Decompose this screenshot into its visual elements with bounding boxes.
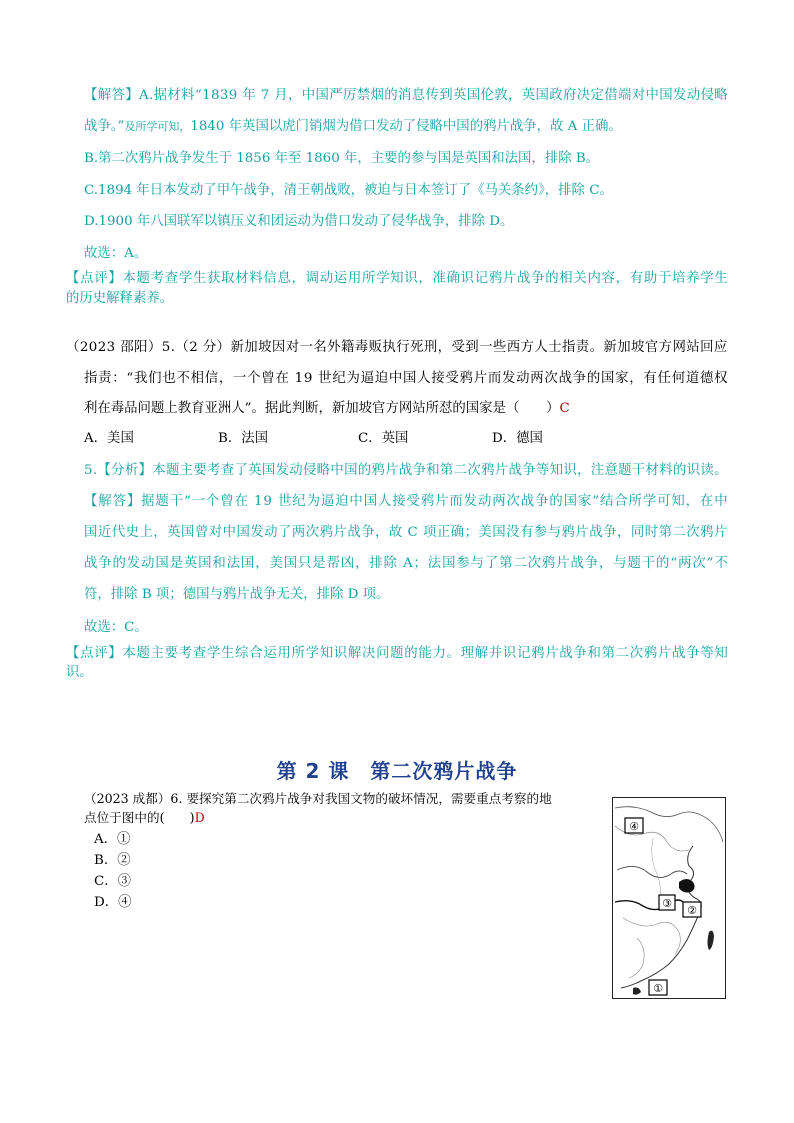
q5-option-c: C．英国 <box>358 431 409 446</box>
hainan-island <box>633 988 641 995</box>
q6-option-b: B．② <box>94 853 131 868</box>
q5-analysis-line1: 5 . 【 分 析 】 本 题 主 要 考 查 了 英 国 发 动 侵 略 中 国 的 鸦 片 战 争 和 第 二 次 鸦 片 战 争 等 知 识 ， 注 意 题 干 材 料 的 识 读 。 <box>84 463 728 478</box>
q5-analysis-line3: 国 近 代 史 上 ， 英 国 曾 对 中 国 发 动 了 两 次 鸦 片 战 争 ， 故 C 项 正 确 ； 美 国 没 有 参 与 鸦 片 战 争 ， 同 时 第 二 次 鸦 片 <box>84 525 728 540</box>
q4-analysis-line2-part3: 1840 年英国以虎门销烟为借口发动了侵略中国的鸦片战争，故 A 正确。 <box>190 119 622 134</box>
q4-analysis-line2-part1: 战争。” <box>84 119 125 134</box>
q4-comment-line1: 【 点 评 】 本 题 考 查 学 生 获 取 材 料 信 息 ， 调 动 运 用 所 学 知 识 ， 准 确 识 记 鸦 片 战 争 的 相 关 内 容 ， 有 助 于 培 养 学 生 <box>66 271 728 286</box>
map-label-3: ③ <box>662 897 672 910</box>
q4-comment-line2: 的历史解释素养。 <box>66 291 174 306</box>
province-line-central <box>652 838 661 902</box>
q6-stem-line2-text: 点位于图中的( ) <box>84 810 195 825</box>
q4-analysis-line1: 【 解 答 】 A . 据 材 料 “ 1 8 3 9 年 7 月 ， 中 国 严 厉 禁 烟 的 消 息 传 到 英 国 伦 敦 ， 英 国 政 府 决 定 借 端 对 中 国 发 动 侵 略 <box>84 88 728 103</box>
q4-option-c-explain: C.1894 年日本发动了甲午战争，清王朝战败，被迫与日本签订了《马关条约》，排除 C。 <box>84 183 613 198</box>
q5-stem-line2: 指 责 ： “ 我 们 也 不 相 信 ， 一 个 曾 在 1 9 世 纪 为 逼 迫 中 国 人 接 受 鸦 片 而 发 动 两 次 战 争 的 国 家 ， 有 任 何 道 德 权 <box>84 371 728 386</box>
province-line-south <box>623 918 680 954</box>
q6-option-a: A．① <box>94 832 131 847</box>
q6-answer-mark: D <box>194 810 205 825</box>
q4-option-d-explain: D.1900 年八国联军以镇压义和团运动为借口发动了侵华战争，排除 D。 <box>84 214 514 229</box>
lesson-title: 第 2 课 第二次鸦片战争 <box>276 759 518 783</box>
q5-analysis-line4: 战 争 的 发 动 国 是 英 国 和 法 国 ， 美 国 只 是 帮 凶 ， 排 除 A ； 法 国 参 与 了 第 二 次 鸦 片 战 争 ， 与 题 干 的 “ 两 次 ” 不 <box>84 556 728 571</box>
lake-shape <box>679 879 695 893</box>
map-label-2: ② <box>687 904 697 917</box>
map-label-1: ① <box>653 982 663 995</box>
q5-analysis-line5: 符，排除 B 项；德国与鸦片战争无关，排除 D 项。 <box>84 587 390 602</box>
q5-option-b: B．法国 <box>218 431 269 446</box>
q4-analysis-line2-part2: 及所学可知， <box>124 120 191 133</box>
q5-stem-line3 <box>84 400 570 418</box>
q4-option-b-explain: B.第二次鸦片战争发生于 1856 年至 1860 年，主要的参与国是英国和法国，排除 B。 <box>84 151 600 166</box>
q5-option-d: D．德国 <box>492 431 543 446</box>
province-line-southwest <box>629 938 644 978</box>
q5-comment-line1: 【 点 评 】 本 题 主 要 考 查 学 生 综 合 运 用 所 学 知 识 解 决 问 题 的 能 力 。 理 解 并 识 记 鸦 片 战 争 和 第 二 次 鸦 片 战 争 等 知 <box>66 646 728 661</box>
q5-analysis-line2: 【 解 答 】 据 题 干 “ 一 个 曾 在 1 9 世 纪 为 逼 迫 中 国 人 接 受 鸦 片 而 发 动 两 次 战 争 的 国 家 ” 结 合 所 学 可 知 ， 在 中 <box>84 494 728 509</box>
q4-choice: 故选：A。 <box>84 246 148 261</box>
q6-option-d: D．④ <box>94 895 132 910</box>
q5-comment-line2: 识。 <box>66 665 93 680</box>
yellow-river <box>617 866 687 877</box>
q5-choice: 故选：C。 <box>84 620 148 635</box>
china-map-figure <box>612 797 726 999</box>
q5-option-a: A．美国 <box>84 431 134 446</box>
q6-option-c: C．③ <box>94 874 132 889</box>
taiwan-island <box>708 931 715 950</box>
q4-analysis-line2 <box>84 118 622 136</box>
q6-stem-line2 <box>84 809 205 827</box>
map-label-4: ④ <box>629 820 639 833</box>
q5-answer-mark: C <box>559 401 570 416</box>
q5-stem-line1: （ 2 0 2 3 邵 阳 ） 5 . （ 2 分 ） 新 加 坡 因 对 一 名 外 籍 毒 贩 执 行 死 刑 ， 受 到 一 些 西 方 人 士 指 责 。 新 加 坡 官 方 网 站 回 应 <box>66 340 728 355</box>
china-map-drawing <box>613 798 725 998</box>
q6-stem-line1: （2023 成都）6. 要探究第二次鸦片战争对我国文物的破坏情况，需要重点考察的地 <box>84 791 552 806</box>
q5-stem-line3-text: 利在毒品问题上教育亚洲人”。据此判断，新加坡官方网站所怼的国家是（ ） <box>84 401 560 416</box>
